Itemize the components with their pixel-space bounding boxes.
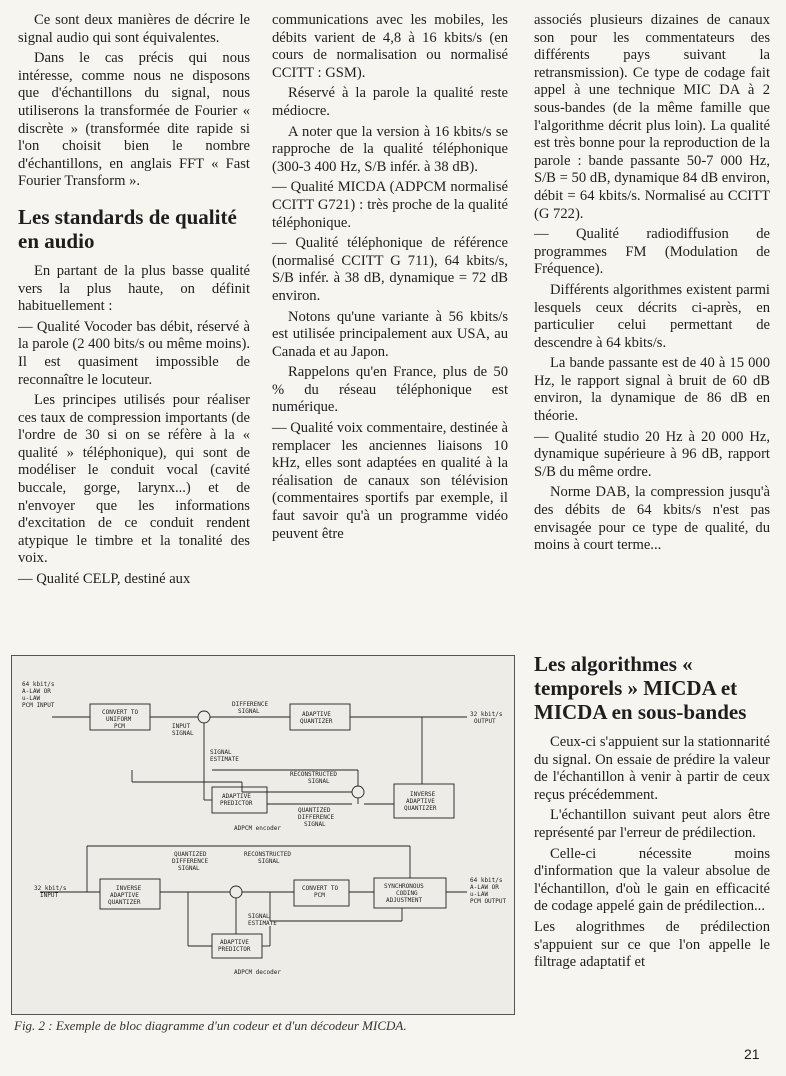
- paragraph: Les principes utilisés pour réaliser ces taux de compression importants (de l'ordre de 30 si on se réfère à la « qualité » téléphonique), qui sont de modéliser le conduit vocal (cavité buccale, gorge, larynx...) et de n'envoyer que les informations d'excitation de ce conduit rendent atypique le timbre et la tonalité des voix.: [18, 392, 250, 567]
- paragraph: Ceux-ci s'appuient sur la stationnarité du signal. On essaie de prédire la valeur de l'échantillon à venir à partir de ceux reçus précédemment.: [534, 734, 770, 803]
- paragraph: — Qualité Vocoder bas débit, réservé à la parole (2 400 bits/s ou même moins). Il est quasiment impossible de reconnaître le locuteur.: [18, 318, 250, 388]
- inverse-quantizer-label: INVERSE ADAPTIVE QUANTIZER: [404, 791, 437, 812]
- text-column-3-lower: [534, 652, 770, 975]
- paragraph: — Qualité téléphonique de référence (normalisé CCITT G 711), 64 kbits/s, S/B infér. à 38 dB, dynamique = 72 dB environ.: [272, 235, 508, 304]
- section-heading-standards: Les standards de qualité en audio: [18, 204, 237, 253]
- paragraph: communications avec les mobiles, les débits varient de 4,8 à 16 kbits/s (en cours de normalisation ou normalisé CCITT : GSM).: [272, 12, 508, 81]
- paragraph: — Qualité studio 20 Hz à 20 000 Hz, dynamique supérieure à 96 dB, rapport S/B du même ordre.: [534, 428, 770, 480]
- sync-coding-label: SYNCHRONOUS CODING ADJUSTMENT: [384, 883, 424, 904]
- paragraph: Norme DAB, la compression jusqu'à des débits de 64 kbits/s n'est pas envisagée pour ce type de qualité, du moins à court terme...: [534, 484, 770, 554]
- encoder-label: ADPCM encoder: [234, 825, 281, 832]
- signal-estimate-label: SIGNAL ESTIMATE: [210, 749, 239, 763]
- dec-signal-estimate-label: SIGNAL ESTIMATE: [248, 913, 277, 927]
- dec-output-label: 64 kbit/s A-LAW OR u-LAW PCM OUTPUT: [470, 877, 507, 905]
- summing-node: [198, 711, 210, 723]
- paragraph: — Qualité radiodiffusion de programmes FM (Modulation de Fréquence).: [534, 226, 770, 278]
- text-column-1: [18, 12, 250, 592]
- paragraph: Celle-ci nécessite moins d'information que la valeur absolue de l'échantillon, d'où le gain en efficacité de codage appelé gain de prédilection...: [534, 845, 770, 915]
- paragraph: Rappelons qu'en France, plus de 50 % du réseau téléphonique est numérique.: [272, 364, 508, 416]
- enc-output-label: 32 kbit/s OUTPUT: [470, 711, 503, 725]
- quantized-difference-label: QUANTIZED DIFFERENCE SIGNAL: [298, 807, 335, 828]
- paragraph: A noter que la version à 16 kbits/s se rapproche de la qualité téléphonique (300-3 400 Hz, S/B infér. à 38 dB).: [272, 123, 508, 175]
- adaptive-predictor-label: ADAPTIVE PREDICTOR: [220, 793, 253, 807]
- difference-signal-label: DIFFERENCE SIGNAL: [232, 701, 269, 715]
- paragraph: Notons qu'une variante à 56 kbits/s est utilisée principalement aux USA, au Canada et au Japon.: [272, 308, 508, 360]
- text-column-3: [534, 12, 770, 558]
- dec-convert-label: CONVERT TO PCM: [302, 885, 339, 899]
- dec-reconstructed-label: RECONSTRUCTED SIGNAL: [244, 851, 291, 865]
- dec-inverse-quantizer-label: INVERSE ADAPTIVE QUANTIZER: [108, 885, 142, 906]
- dec-input-label: 32 kbit/s INPUT: [34, 885, 67, 899]
- dec-predictor-label: ADAPTIVE PREDICTOR: [218, 939, 251, 953]
- section-heading-algorithms: Les algorithmes « temporels » MICDA et MICDA en sous-bandes: [534, 652, 747, 724]
- text-column-2: [272, 12, 508, 546]
- paragraph: Différents algorithmes existent parmi lesquels ceux décrits ci-après, en particulier celui permettant de descendre à 64 kbits/s.: [534, 281, 770, 351]
- enc-input-label: 64 kbit/s A-LAW OR u-LAW PCM INPUT: [22, 681, 55, 709]
- decoder-label: ADPCM decoder: [234, 969, 281, 976]
- paragraph: — Qualité CELP, destiné aux: [18, 571, 191, 588]
- paragraph: Les alogrithmes de prédilection s'appuient sur ce que l'on appelle le filtrage adaptatif et: [534, 918, 770, 971]
- diagram-svg: [12, 656, 514, 1014]
- paragraph: Ce sont deux manières de décrire le signal audio qui sont équivalentes.: [18, 12, 250, 46]
- dec-quantized-difference-label: QUANTIZED DIFFERENCE SIGNAL: [172, 851, 209, 872]
- figure-caption: Fig. 2 : Exemple de bloc diagramme d'un codeur et d'un décodeur MICDA.: [14, 1018, 407, 1033]
- paragraph: Dans le cas précis qui nous intéresse, comme nous ne disposons que d'échantillons du signal, nous utiliserons la transformée de Fourier « discrète » (transformée dite rapide si l'on choisit bien le nombre d'échantillons, en anglais FFT « Fast Fourier Transform ».: [18, 50, 250, 190]
- adaptive-quantizer-label: ADAPTIVE QUANTIZER: [300, 711, 333, 725]
- adpcm-block-diagram: [11, 655, 515, 1015]
- paragraph: La bande passante est de 40 à 15 000 Hz, le rapport signal à bruit de 60 dB environ, la dynamique de 86 dB en théorie.: [534, 355, 770, 425]
- convert-uniform-label: CONVERT TO UNIFORM PCM: [102, 709, 139, 730]
- paragraph: En partant de la plus basse qualité vers la plus haute, on définit habituellement :: [18, 262, 250, 315]
- paragraph: — Qualité MICDA (ADPCM normalisé CCITT G721) : très proche de la qualité téléphonique.: [272, 179, 508, 231]
- paragraph: associés plusieurs dizaines de canaux son pour les commentateurs des différents pays suivant la retransmission). Ce type de codage fait appel à une technique MIC DA à 2 sous-bandes (de la même famille que l'algorithme décrit plus loin). La qualité est très bonne pour la reproduction de la parole : bande passante 50-7 000 Hz, S/B = 50 dB, dynamique 84 dB environ, débit = 64 kbits/s. Normalisé au CCITT (G 722).: [534, 12, 770, 222]
- summing-node: [230, 886, 242, 898]
- paragraph: L'échantillon suivant peut alors être représenté par l'erreur de prédilection.: [534, 807, 770, 841]
- input-signal-label: INPUT SIGNAL: [172, 723, 194, 737]
- reconstructed-signal-label: RECONSTRUCTED SIGNAL: [290, 771, 337, 785]
- page-number: 21: [744, 1046, 760, 1062]
- summing-node: [352, 786, 364, 798]
- paragraph: Réservé à la parole la qualité reste médiocre.: [272, 85, 508, 119]
- paragraph: — Qualité voix commentaire, destinée à remplacer les anciennes liaisons 10 kHz, elles sont adaptées en qualité à la réalisation de canaux son télévision (commentaires sportifs par exemple, il faut savoir qu'à un programme vidéo peuvent être: [272, 420, 508, 542]
